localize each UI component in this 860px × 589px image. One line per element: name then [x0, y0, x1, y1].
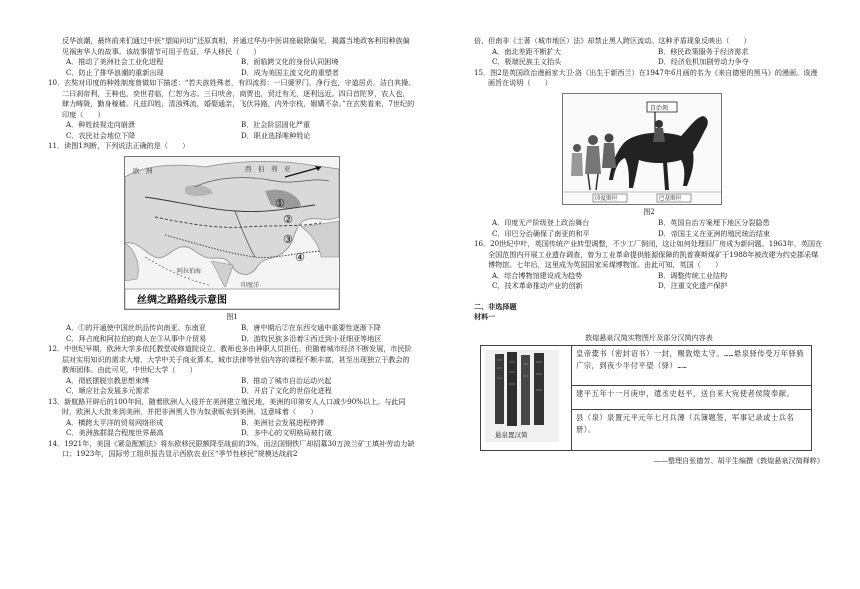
table-row — [481, 346, 812, 386]
q15-option-b[interactable]: B．英国自治方案埋下地区分裂隐患 — [658, 218, 770, 227]
left-column — [48, 36, 416, 460]
silk-road-map — [124, 156, 340, 310]
map-label-europe: 欧 洲 — [133, 166, 153, 175]
q13-option-a[interactable]: A．横跨太平洋的贸易网络形成 — [66, 417, 164, 427]
q14-option-c[interactable]: C．极端民族主义抬头 — [492, 57, 562, 66]
bamboo-slips-photo — [485, 350, 559, 442]
q15-option-c[interactable]: C．印巴分治确保了南亚的和平 — [492, 228, 590, 238]
q16-option-b[interactable]: B．调整传统工业结构 — [658, 270, 728, 280]
slips-photo-cell — [481, 346, 572, 451]
material-source: ——整理自张德芳、胡平生编撰《敦煌悬泉汉简释粹》 — [653, 455, 824, 465]
question-13: 13．新航路开辟后的100年间，随着欧洲人入侵并在美洲建立殖民地，美洲的印第安人人口减少90%以上。与此同时，欧洲人大批来到美洲，并把非洲黑人作为奴隶贩卖到美洲，这意味着（ ） — [48, 396, 406, 416]
q13-option-d[interactable]: D．多中心的文明格局被打破 — [241, 428, 332, 437]
question-14-options — [474, 47, 824, 68]
silk-road-map-graphic — [125, 157, 339, 309]
question-12-options — [48, 376, 416, 397]
question-15-options — [474, 218, 824, 239]
q11-option-a[interactable]: A．①的开通使中国丝织品传向南亚、东南亚 — [66, 323, 206, 332]
question-14-continued: 倍，但南非《土著（城市地区）法》却禁止黑人跨区流动。这种矛盾现象反映出（ ） — [474, 36, 751, 45]
slip-text-3: 县（泉）泉置元平元年七月兵薄（兵簿题签，军事记录或士兵名册）。 — [572, 410, 812, 450]
q16-option-c[interactable]: C．技术革命推动产业的创新 — [492, 281, 583, 290]
q14-option-b[interactable]: B．移民政策服务于经济需求 — [658, 46, 749, 56]
cartoon-label-india: 印度斯坦 — [595, 195, 618, 202]
q11-option-b[interactable]: B．唐中期后②在东西交通中重要性逐渐下降 — [241, 323, 381, 332]
bamboo-slips-table — [480, 345, 812, 451]
q9-option-c[interactable]: C．防止了排华浪潮的重新出现 — [66, 67, 164, 77]
question-16-options — [474, 271, 824, 292]
material-1-label: 材料一 — [474, 312, 496, 321]
q9-option-b[interactable]: B．面临跨文化的身份认同困境 — [241, 57, 339, 66]
q16-option-a[interactable]: A．综合博物馆建设成为趋势 — [492, 270, 583, 280]
q12-option-c[interactable]: C．顺应社会发展多元需求 — [66, 386, 150, 395]
question-16: 16．20世纪中叶，英国传统产业转型调整，不少工厂倒闭，这让如何处理旧厂房成为新问题。1963年，英国在全国范围内开展工业遗存调查，曾为工业革命提供能源保障的凯普赛斯煤矿于1988年被改建为约克郡采煤博物馆。七年后，这里成为英国国家采煤博物馆。由此可知，英国（ ） — [474, 239, 823, 269]
question-13-options — [48, 418, 416, 439]
q11-option-c[interactable]: C．拜占庭和阿拉伯的商人在③从事中介贸易 — [66, 333, 207, 343]
q14-option-d[interactable]: D．经济危机加剧劳动力争夺 — [658, 57, 749, 66]
q9-option-d[interactable]: D．成为美国主流文化的重塑者 — [241, 67, 339, 77]
q9-option-a[interactable]: A．推动了美洲社会工业化进程 — [66, 57, 164, 66]
q13-option-c[interactable]: C．美洲族群混合程度世界最高 — [66, 428, 164, 437]
map-marker-4: ④ — [295, 250, 305, 264]
map-label-arabian-sea: 阿拉伯海 — [177, 267, 202, 275]
q10-option-a[interactable]: A．种姓歧视走向崩溃 — [66, 120, 135, 129]
q12-option-b[interactable]: B．推动了城市自治运动兴起 — [241, 375, 332, 385]
q12-option-a[interactable]: A．彻底摆脱宗教思想束缚 — [66, 375, 150, 385]
map-marker-1: ① — [275, 196, 285, 210]
question-10-options — [48, 120, 416, 141]
map-label-indian-ocean: 印度洋 — [241, 281, 260, 289]
question-10: 10．玄奘对印度的种姓制度曾做如下描述：“若夫族姓殊者，有四流焉：一曰婆罗门，净行也，守道居贞，洁白其操。二曰刹帝利，王种也，奕世君临，仁恕为志。三曰吠舍，商贾也，贸迁有无，逐利远近。四曰首陀罗，农人也，肆力畴陇，勤身稼穑。凡兹四姓，清浊殊流，婚娶通亲，飞伏异路，内外宗枝，姻媾不杂。”在玄奘看来，7世纪的印度（ ） — [48, 78, 416, 119]
question-11: 11．读图1判断，下列说法正确的是（ ） — [48, 141, 190, 150]
map-marker-2: ② — [283, 212, 293, 226]
q15-option-d[interactable]: D．帝国主义在亚洲的殖民统治结束 — [658, 228, 771, 238]
question-11-options — [48, 323, 416, 344]
figure-2-caption: 图2 — [643, 206, 655, 216]
q10-option-c[interactable]: C．农民社会地位下降 — [66, 130, 136, 140]
q11-option-d[interactable]: D．游牧民族多沿着④西迁到小亚细亚等地区 — [241, 333, 382, 343]
q13-option-b[interactable]: B．美洲社会发展进程停滞 — [241, 417, 325, 427]
figure-1-caption: 图1 — [226, 311, 238, 321]
cartoon-label-pakistan: 巴基斯坦 — [659, 195, 682, 202]
black-horse-cartoon — [562, 93, 722, 205]
cartoon-illustration — [563, 94, 721, 204]
map-label-siberia: 西 伯 利 亚 — [245, 164, 291, 173]
q10-option-b[interactable]: B．社会阶层固化严重 — [241, 120, 311, 129]
question-9-options — [48, 57, 416, 78]
slip-text-2: 建平五年十一月庚申，遣丞史赵平，送自来大宛使者侯陵奉献。 — [572, 386, 812, 410]
slip-text-1: 皇帝橐书（密封诏书）一封，赐敦煌太守。……悬泉驿传受万年驿骑广宗，到夜少半付平望（驿）…… — [572, 346, 812, 386]
q16-option-d[interactable]: D．注重文化遗产保护 — [658, 281, 728, 290]
q12-option-d[interactable]: D．开启了文化的世俗化进程 — [241, 386, 332, 395]
q15-option-a[interactable]: A．印度无产阶级登上政治舞台 — [492, 218, 590, 227]
table-title: 敦煌悬泉汉简实物图片及部分汉简内容表 — [585, 332, 713, 342]
q10-option-d[interactable]: D．职业选择唯种姓论 — [241, 130, 311, 140]
q14-option-a[interactable]: A．南北差距不断扩大 — [492, 46, 561, 56]
map-title: 丝绸之路路线示意图 — [137, 294, 227, 306]
map-marker-3: ③ — [283, 232, 293, 246]
question-14: 14．1921年，美国《紧急配额法》将东欧移民限额降至战前的3%，而法国钢铁厂却招募30万波兰矿工填补劳动力缺口；1923年，国际劳工组织报告显示西欧农业区“季节性移民”规模达战前2 — [48, 438, 415, 458]
cartoon-sign-label: 自治领 — [650, 104, 669, 112]
question-15: 15．图2是英国政治漫画家大卫·洛（出生于新西兰）在1947年6月画的名为《来自德里的黑马》的漫画。该漫画旨在说明（ ） — [474, 67, 818, 87]
question-12: 12．中世纪早期，欧洲大学多依托教堂或修道院设立，教师也多由神职人员担任。但随着城市经济不断发展，市民阶层对实用知识的需求大增，大学中关于商业算术、城市法律等世俗内容的课程不断丰富，甚至出现独立于教会的教师团体。由此可见，中世纪大学（ ） — [48, 344, 412, 374]
question-9-continued: 反华浪潮，最终前来们通过中医“望闻问切”还原真相，并通过华办中医讲座破除偏见，揭露当地政客利用种族偏见祸害华人的故事。该故事情节可用于佐证，华人移民（ ） — [62, 36, 410, 56]
right-column — [474, 36, 824, 466]
section-2-heading: 二、非选择题 — [474, 301, 517, 311]
photo-label: 悬泉置汉简 — [495, 431, 528, 439]
